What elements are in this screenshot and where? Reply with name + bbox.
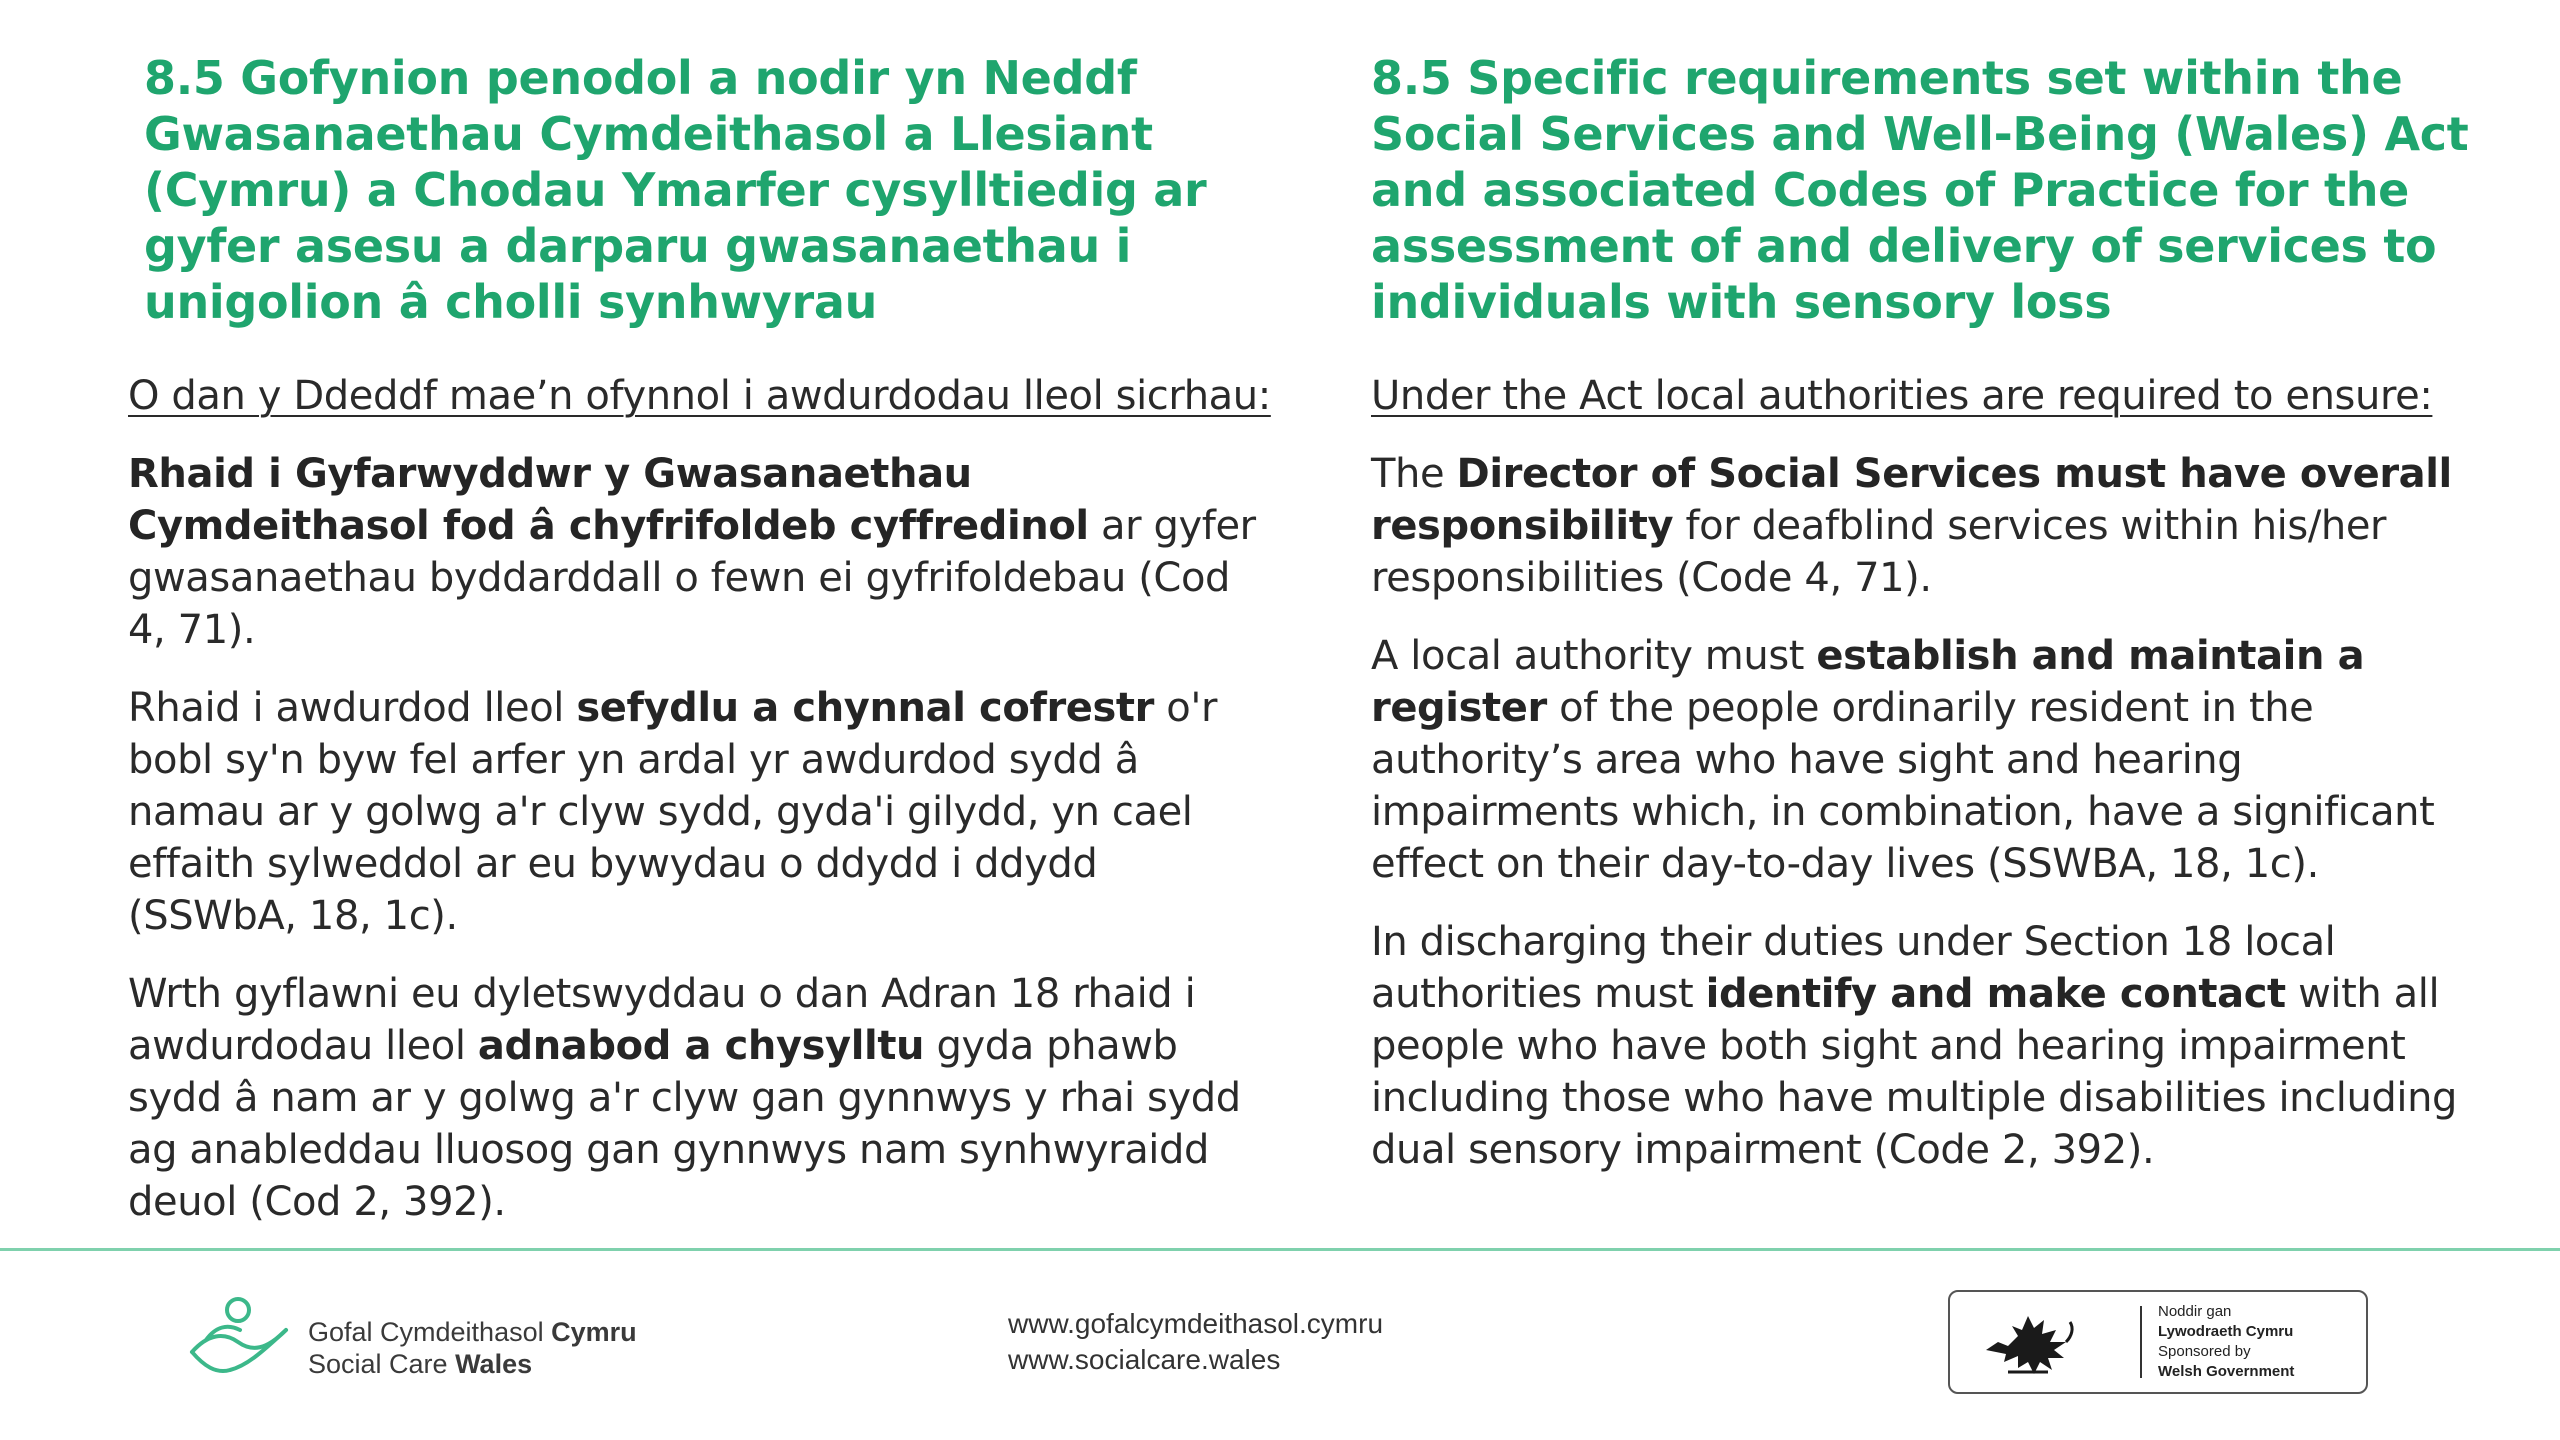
logo-line2-normal: Social Care — [308, 1349, 456, 1379]
welsh-dragon-icon — [1978, 1302, 2078, 1384]
english-p2-pre: A local authority must — [1371, 633, 1817, 679]
english-p2-bold: establish and maintain a register — [1371, 633, 2365, 731]
english-intro: Under the Act local authorities are required to ensure: — [1371, 373, 2433, 419]
logo-line1-normal: Gofal Cymdeithasol — [308, 1317, 552, 1347]
welsh-paragraph-2 — [128, 682, 1278, 942]
english-p1-pre: The — [1371, 451, 1457, 497]
english-paragraph-2 — [1371, 630, 2481, 890]
welsh-p2-pre: Rhaid i awdurdod lleol — [128, 685, 577, 731]
social-care-wales-logo — [186, 1296, 746, 1396]
english-column — [1371, 50, 2481, 1176]
sponsor-line-2: Lywodraeth Cymru — [2158, 1323, 2294, 1340]
sponsor-text — [2158, 1302, 2294, 1382]
welsh-column — [128, 50, 1278, 1228]
english-p1-bold: Director of Social Services must have overall responsibility — [1371, 451, 2452, 549]
english-p2-text: of the people ordinarily resident in the authority’s area who have sight and hearing impairments which, in combination, have a significant effect on their day-to-day lives (SSWBA, 18, 1c). — [1371, 685, 2435, 887]
welsh-paragraph-3 — [128, 968, 1278, 1228]
social-care-wales-logo-icon — [186, 1296, 296, 1380]
welsh-p3-bold: adnabod a chysylltu — [477, 1023, 925, 1069]
welsh-p1-bold: Rhaid i Gyfarwyddwr y Gwasanaethau Cymdeithasol fod â chyfrifoldeb cyffredinol — [128, 451, 1089, 549]
footer-urls — [1008, 1306, 1383, 1378]
welsh-government-sponsor-logo — [1948, 1290, 2368, 1394]
english-p1-text: for deafblind services within his/her responsibilities (Code 4, 71). — [1371, 503, 2387, 601]
english-paragraph-1 — [1371, 448, 2481, 604]
welsh-heading: 8.5 Gofynion penodol a nodir yn Neddf Gwasanaethau Cymdeithasol a Llesiant (Cymru) a Chodau Ymarfer cysylltiedig ar gyfer asesu a darparu gwasanaethau i unigolion â cholli synhwyrau — [144, 51, 1207, 329]
english-p3-pre: In discharging their duties under Section 18 local authorities must — [1371, 919, 2336, 1017]
welsh-intro: O dan y Ddeddf mae’n ofynnol i awdurdodau lleol sicrhau: — [128, 373, 1271, 419]
welsh-paragraph-1 — [128, 448, 1278, 656]
sponsor-line-3: Sponsored by — [2158, 1343, 2251, 1360]
welsh-p3-text: gyda phawb sydd â nam ar y golwg a'r clyw gan gynnwys y rhai sydd ag anableddau lluosog gan gynnwys nam synhwyraidd deuol (Cod 2, 392). — [128, 1023, 1241, 1225]
welsh-p1-text: ar gyfer gwasanaethau byddarddall o fewn ei gyfrifoldebau (Cod 4, 71). — [128, 503, 1256, 653]
url-welsh[interactable]: www.gofalcymdeithasol.cymru — [1008, 1308, 1384, 1339]
english-heading: 8.5 Specific requirements set within the Social Services and Well-Being (Wales) Act and associated Codes of Practice for the assessment of and delivery of services to individuals with sensory loss — [1371, 51, 2469, 329]
logo-line1-bold: Cymru — [551, 1317, 637, 1347]
footer-divider — [0, 1248, 2560, 1251]
english-p3-text: with all people who have both sight and hearing impairment including those who have multiple disabilities including dual sensory impairment (Code 2, 392). — [1371, 971, 2458, 1173]
logo-line2-bold: Wales — [455, 1349, 533, 1379]
english-paragraph-3 — [1371, 916, 2481, 1176]
sponsor-divider — [2140, 1306, 2142, 1378]
sponsor-line-4: Welsh Government — [2158, 1363, 2295, 1380]
welsh-p2-text: o'r bobl sy'n byw fel arfer yn ardal yr awdurdod sydd â namau ar y golwg a'r clyw sydd, gyda'i gilydd, yn cael effaith sylweddol ar eu bywydau o ddydd i ddydd (SSWbA, 18, 1c). — [128, 685, 1217, 939]
welsh-p3-pre: Wrth gyflawni eu dyletswyddau o dan Adran 18 rhaid i awdurdodau lleol — [128, 971, 1196, 1069]
english-p3-bold: identify and make contact — [1705, 971, 2286, 1017]
welsh-p2-bold: sefydlu a chynnal cofrestr — [576, 685, 1154, 731]
sponsor-line-1: Noddir gan — [2158, 1303, 2232, 1320]
social-care-wales-logo-text — [308, 1316, 637, 1380]
url-english[interactable]: www.socialcare.wales — [1008, 1344, 1281, 1375]
